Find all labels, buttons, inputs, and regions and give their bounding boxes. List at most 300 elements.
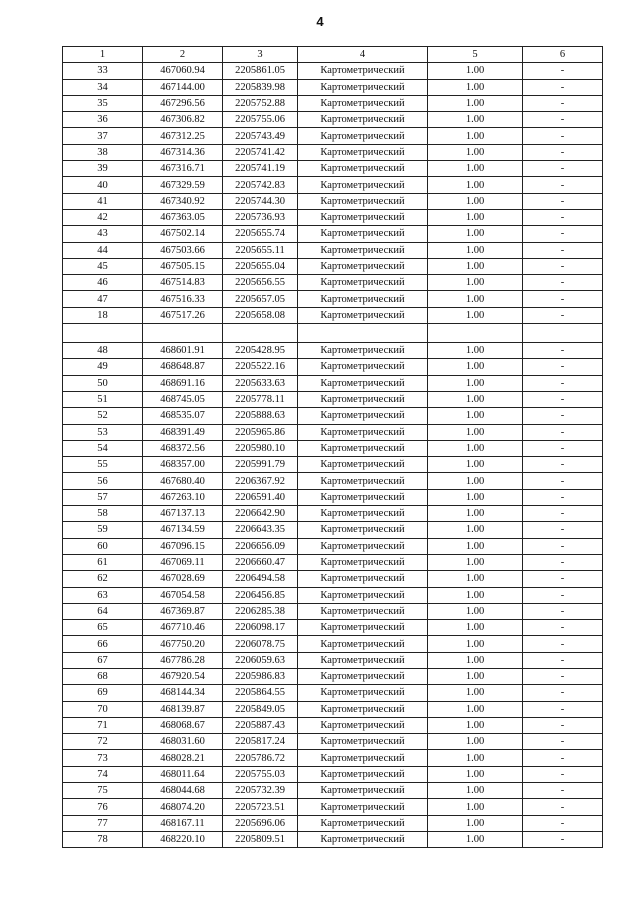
x-coordinate-cell: 467060.94 — [143, 63, 223, 79]
table-row — [63, 506, 603, 522]
method-cell: Картометрический — [298, 343, 428, 359]
method-cell: Картометрический — [298, 193, 428, 209]
table-header — [63, 47, 603, 63]
point-number-cell: 34 — [63, 79, 143, 95]
table-row — [63, 620, 603, 636]
accuracy-cell: 1.00 — [428, 63, 523, 79]
accuracy-cell: 1.00 — [428, 359, 523, 375]
point-number-cell: 45 — [63, 258, 143, 274]
empty-cell — [223, 324, 298, 343]
x-coordinate-cell: 468601.91 — [143, 343, 223, 359]
point-number-cell: 46 — [63, 275, 143, 291]
y-coordinate-cell: 2205743.49 — [223, 128, 298, 144]
y-coordinate-cell: 2205755.03 — [223, 766, 298, 782]
description-cell: - — [523, 307, 603, 323]
y-coordinate-cell: 2205744.30 — [223, 193, 298, 209]
y-coordinate-cell: 2205752.88 — [223, 95, 298, 111]
accuracy-cell: 1.00 — [428, 161, 523, 177]
table-row — [63, 226, 603, 242]
description-cell: - — [523, 161, 603, 177]
y-coordinate-cell: 2205839.98 — [223, 79, 298, 95]
y-coordinate-cell: 2205736.93 — [223, 209, 298, 225]
description-cell: - — [523, 275, 603, 291]
x-coordinate-cell: 468691.16 — [143, 375, 223, 391]
y-coordinate-cell: 2206456.85 — [223, 587, 298, 603]
accuracy-cell: 1.00 — [428, 668, 523, 684]
description-cell: - — [523, 538, 603, 554]
table-row — [63, 750, 603, 766]
x-coordinate-cell: 467786.28 — [143, 652, 223, 668]
method-cell: Картометрический — [298, 668, 428, 684]
method-cell: Картометрический — [298, 95, 428, 111]
y-coordinate-cell: 2206591.40 — [223, 489, 298, 505]
method-cell: Картометрический — [298, 79, 428, 95]
accuracy-cell: 1.00 — [428, 291, 523, 307]
point-number-cell: 40 — [63, 177, 143, 193]
y-coordinate-cell: 2206285.38 — [223, 603, 298, 619]
description-cell: - — [523, 652, 603, 668]
y-coordinate-cell: 2205887.43 — [223, 717, 298, 733]
point-number-cell: 37 — [63, 128, 143, 144]
y-coordinate-cell: 2205655.11 — [223, 242, 298, 258]
accuracy-cell: 1.00 — [428, 717, 523, 733]
y-coordinate-cell: 2205657.05 — [223, 291, 298, 307]
y-coordinate-cell: 2205741.19 — [223, 161, 298, 177]
x-coordinate-cell: 468139.87 — [143, 701, 223, 717]
method-cell: Картометрический — [298, 307, 428, 323]
x-coordinate-cell: 467750.20 — [143, 636, 223, 652]
description-cell: - — [523, 258, 603, 274]
x-coordinate-cell: 468068.67 — [143, 717, 223, 733]
method-cell: Картометрический — [298, 587, 428, 603]
accuracy-cell: 1.00 — [428, 343, 523, 359]
x-coordinate-cell: 468391.49 — [143, 424, 223, 440]
description-cell: - — [523, 79, 603, 95]
accuracy-cell: 1.00 — [428, 209, 523, 225]
x-coordinate-cell: 468144.34 — [143, 685, 223, 701]
table-row — [63, 79, 603, 95]
header-col-6: 6 — [523, 47, 603, 63]
accuracy-cell: 1.00 — [428, 144, 523, 160]
description-cell: - — [523, 571, 603, 587]
description-cell: - — [523, 750, 603, 766]
method-cell: Картометрический — [298, 554, 428, 570]
accuracy-cell: 1.00 — [428, 603, 523, 619]
description-cell: - — [523, 291, 603, 307]
x-coordinate-cell: 467096.15 — [143, 538, 223, 554]
point-number-cell: 44 — [63, 242, 143, 258]
accuracy-cell: 1.00 — [428, 831, 523, 847]
description-cell: - — [523, 717, 603, 733]
y-coordinate-cell: 2205655.74 — [223, 226, 298, 242]
header-col-5: 5 — [428, 47, 523, 63]
point-number-cell: 41 — [63, 193, 143, 209]
method-cell: Картометрический — [298, 506, 428, 522]
description-cell: - — [523, 587, 603, 603]
point-number-cell: 77 — [63, 815, 143, 831]
header-col-4: 4 — [298, 47, 428, 63]
x-coordinate-cell: 467137.13 — [143, 506, 223, 522]
description-cell: - — [523, 440, 603, 456]
empty-cell — [63, 324, 143, 343]
table-row — [63, 291, 603, 307]
y-coordinate-cell: 2205655.04 — [223, 258, 298, 274]
accuracy-cell: 1.00 — [428, 473, 523, 489]
x-coordinate-cell: 467134.59 — [143, 522, 223, 538]
method-cell: Картометрический — [298, 209, 428, 225]
table-row — [63, 275, 603, 291]
table-row — [63, 701, 603, 717]
point-number-cell: 49 — [63, 359, 143, 375]
table-row — [63, 783, 603, 799]
y-coordinate-cell: 2205991.79 — [223, 457, 298, 473]
description-cell: - — [523, 391, 603, 407]
y-coordinate-cell: 2205696.06 — [223, 815, 298, 831]
point-number-cell: 38 — [63, 144, 143, 160]
method-cell: Картометрический — [298, 128, 428, 144]
accuracy-cell: 1.00 — [428, 554, 523, 570]
description-cell: - — [523, 554, 603, 570]
accuracy-cell: 1.00 — [428, 522, 523, 538]
point-number-cell: 52 — [63, 408, 143, 424]
method-cell: Картометрический — [298, 815, 428, 831]
table-row — [63, 128, 603, 144]
point-number-cell: 68 — [63, 668, 143, 684]
point-number-cell: 42 — [63, 209, 143, 225]
x-coordinate-cell: 467296.56 — [143, 95, 223, 111]
method-cell: Картометрический — [298, 571, 428, 587]
description-cell: - — [523, 242, 603, 258]
table-row — [63, 636, 603, 652]
table-row — [63, 799, 603, 815]
method-cell: Картометрический — [298, 63, 428, 79]
y-coordinate-cell: 2206660.47 — [223, 554, 298, 570]
y-coordinate-cell: 2206059.63 — [223, 652, 298, 668]
x-coordinate-cell: 467263.10 — [143, 489, 223, 505]
table-body — [63, 63, 603, 848]
table-row — [63, 489, 603, 505]
table-row — [63, 815, 603, 831]
header-row — [63, 47, 603, 63]
accuracy-cell: 1.00 — [428, 193, 523, 209]
point-number-cell: 50 — [63, 375, 143, 391]
method-cell: Картометрический — [298, 522, 428, 538]
description-cell: - — [523, 734, 603, 750]
method-cell: Картометрический — [298, 831, 428, 847]
method-cell: Картометрический — [298, 766, 428, 782]
x-coordinate-cell: 467144.00 — [143, 79, 223, 95]
y-coordinate-cell: 2205656.55 — [223, 275, 298, 291]
accuracy-cell: 1.00 — [428, 177, 523, 193]
point-number-cell: 74 — [63, 766, 143, 782]
accuracy-cell: 1.00 — [428, 799, 523, 815]
point-number-cell: 56 — [63, 473, 143, 489]
page-number: 4 — [316, 14, 324, 29]
x-coordinate-cell: 467314.36 — [143, 144, 223, 160]
point-number-cell: 43 — [63, 226, 143, 242]
accuracy-cell: 1.00 — [428, 112, 523, 128]
table-row — [63, 603, 603, 619]
description-cell: - — [523, 128, 603, 144]
accuracy-cell: 1.00 — [428, 375, 523, 391]
description-cell: - — [523, 343, 603, 359]
method-cell: Картометрический — [298, 258, 428, 274]
point-number-cell: 65 — [63, 620, 143, 636]
y-coordinate-cell: 2205742.83 — [223, 177, 298, 193]
description-cell: - — [523, 112, 603, 128]
y-coordinate-cell: 2205817.24 — [223, 734, 298, 750]
accuracy-cell: 1.00 — [428, 538, 523, 554]
point-number-cell: 71 — [63, 717, 143, 733]
method-cell: Картометрический — [298, 457, 428, 473]
table-row — [63, 209, 603, 225]
table-row — [63, 63, 603, 79]
x-coordinate-cell: 467680.40 — [143, 473, 223, 489]
accuracy-cell: 1.00 — [428, 685, 523, 701]
table-row — [63, 391, 603, 407]
accuracy-cell: 1.00 — [428, 750, 523, 766]
x-coordinate-cell: 467514.83 — [143, 275, 223, 291]
x-coordinate-cell: 468372.56 — [143, 440, 223, 456]
accuracy-cell: 1.00 — [428, 79, 523, 95]
point-number-cell: 73 — [63, 750, 143, 766]
point-number-cell: 59 — [63, 522, 143, 538]
description-cell: - — [523, 63, 603, 79]
accuracy-cell: 1.00 — [428, 636, 523, 652]
point-number-cell: 72 — [63, 734, 143, 750]
accuracy-cell: 1.00 — [428, 457, 523, 473]
table-row — [63, 587, 603, 603]
x-coordinate-cell: 467369.87 — [143, 603, 223, 619]
accuracy-cell: 1.00 — [428, 652, 523, 668]
x-coordinate-cell: 467363.05 — [143, 209, 223, 225]
x-coordinate-cell: 468074.20 — [143, 799, 223, 815]
method-cell: Картометрический — [298, 685, 428, 701]
description-cell: - — [523, 685, 603, 701]
x-coordinate-cell: 467306.82 — [143, 112, 223, 128]
method-cell: Картометрический — [298, 144, 428, 160]
point-number-cell: 78 — [63, 831, 143, 847]
table-row — [63, 457, 603, 473]
y-coordinate-cell: 2205778.11 — [223, 391, 298, 407]
group-separator-row — [63, 324, 603, 343]
table-row — [63, 668, 603, 684]
description-cell: - — [523, 766, 603, 782]
x-coordinate-cell: 467316.71 — [143, 161, 223, 177]
point-number-cell: 75 — [63, 783, 143, 799]
x-coordinate-cell: 468220.10 — [143, 831, 223, 847]
point-number-cell: 36 — [63, 112, 143, 128]
empty-cell — [523, 324, 603, 343]
accuracy-cell: 1.00 — [428, 766, 523, 782]
point-number-cell: 61 — [63, 554, 143, 570]
description-cell: - — [523, 831, 603, 847]
y-coordinate-cell: 2205633.63 — [223, 375, 298, 391]
point-number-cell: 58 — [63, 506, 143, 522]
description-cell: - — [523, 603, 603, 619]
description-cell: - — [523, 408, 603, 424]
description-cell: - — [523, 209, 603, 225]
y-coordinate-cell: 2205741.42 — [223, 144, 298, 160]
table-row — [63, 554, 603, 570]
accuracy-cell: 1.00 — [428, 587, 523, 603]
accuracy-cell: 1.00 — [428, 128, 523, 144]
point-number-cell: 57 — [63, 489, 143, 505]
point-number-cell: 47 — [63, 291, 143, 307]
table-row — [63, 685, 603, 701]
point-number-cell: 63 — [63, 587, 143, 603]
point-number-cell: 39 — [63, 161, 143, 177]
y-coordinate-cell: 2205965.86 — [223, 424, 298, 440]
table-row — [63, 473, 603, 489]
point-number-cell: 55 — [63, 457, 143, 473]
method-cell: Картометрический — [298, 359, 428, 375]
x-coordinate-cell: 467505.15 — [143, 258, 223, 274]
table-row — [63, 359, 603, 375]
description-cell: - — [523, 489, 603, 505]
point-number-cell: 54 — [63, 440, 143, 456]
point-number-cell: 48 — [63, 343, 143, 359]
accuracy-cell: 1.00 — [428, 391, 523, 407]
table-row — [63, 717, 603, 733]
x-coordinate-cell: 467329.59 — [143, 177, 223, 193]
method-cell: Картометрический — [298, 489, 428, 505]
description-cell: - — [523, 457, 603, 473]
table-row — [63, 440, 603, 456]
empty-cell — [428, 324, 523, 343]
point-number-cell: 18 — [63, 307, 143, 323]
method-cell: Картометрический — [298, 375, 428, 391]
table-row — [63, 193, 603, 209]
x-coordinate-cell: 468044.68 — [143, 783, 223, 799]
y-coordinate-cell: 2206656.09 — [223, 538, 298, 554]
accuracy-cell: 1.00 — [428, 258, 523, 274]
table-row — [63, 375, 603, 391]
accuracy-cell: 1.00 — [428, 242, 523, 258]
description-cell: - — [523, 177, 603, 193]
x-coordinate-cell: 468028.21 — [143, 750, 223, 766]
method-cell: Картометрический — [298, 226, 428, 242]
description-cell: - — [523, 783, 603, 799]
x-coordinate-cell: 467028.69 — [143, 571, 223, 587]
y-coordinate-cell: 2205849.05 — [223, 701, 298, 717]
y-coordinate-cell: 2206494.58 — [223, 571, 298, 587]
description-cell: - — [523, 636, 603, 652]
accuracy-cell: 1.00 — [428, 489, 523, 505]
x-coordinate-cell: 468357.00 — [143, 457, 223, 473]
method-cell: Картометрический — [298, 391, 428, 407]
accuracy-cell: 1.00 — [428, 95, 523, 111]
accuracy-cell: 1.00 — [428, 815, 523, 831]
table-row — [63, 831, 603, 847]
y-coordinate-cell: 2206078.75 — [223, 636, 298, 652]
description-cell: - — [523, 226, 603, 242]
table-row — [63, 538, 603, 554]
description-cell: - — [523, 359, 603, 375]
method-cell: Картометрический — [298, 652, 428, 668]
description-cell: - — [523, 506, 603, 522]
method-cell: Картометрический — [298, 799, 428, 815]
table-row — [63, 424, 603, 440]
x-coordinate-cell: 468745.05 — [143, 391, 223, 407]
point-number-cell: 67 — [63, 652, 143, 668]
table-row — [63, 734, 603, 750]
table-row — [63, 652, 603, 668]
point-number-cell: 53 — [63, 424, 143, 440]
method-cell: Картометрический — [298, 408, 428, 424]
accuracy-cell: 1.00 — [428, 783, 523, 799]
accuracy-cell: 1.00 — [428, 275, 523, 291]
x-coordinate-cell: 467069.11 — [143, 554, 223, 570]
description-cell: - — [523, 668, 603, 684]
y-coordinate-cell: 2205864.55 — [223, 685, 298, 701]
method-cell: Картометрический — [298, 424, 428, 440]
y-coordinate-cell: 2205809.51 — [223, 831, 298, 847]
x-coordinate-cell: 467312.25 — [143, 128, 223, 144]
y-coordinate-cell: 2205732.39 — [223, 783, 298, 799]
table-row — [63, 177, 603, 193]
method-cell: Картометрический — [298, 112, 428, 128]
description-cell: - — [523, 522, 603, 538]
y-coordinate-cell: 2205888.63 — [223, 408, 298, 424]
table-row — [63, 161, 603, 177]
table-row — [63, 95, 603, 111]
accuracy-cell: 1.00 — [428, 506, 523, 522]
y-coordinate-cell: 2205786.72 — [223, 750, 298, 766]
x-coordinate-cell: 467503.66 — [143, 242, 223, 258]
method-cell: Картометрический — [298, 750, 428, 766]
x-coordinate-cell: 467517.26 — [143, 307, 223, 323]
description-cell: - — [523, 701, 603, 717]
table-row — [63, 571, 603, 587]
y-coordinate-cell: 2205986.83 — [223, 668, 298, 684]
x-coordinate-cell: 467920.54 — [143, 668, 223, 684]
description-cell: - — [523, 424, 603, 440]
coordinates-table — [62, 46, 603, 848]
header-col-3: 3 — [223, 47, 298, 63]
table-row — [63, 242, 603, 258]
point-number-cell: 70 — [63, 701, 143, 717]
point-number-cell: 66 — [63, 636, 143, 652]
table-row — [63, 343, 603, 359]
accuracy-cell: 1.00 — [428, 408, 523, 424]
method-cell: Картометрический — [298, 177, 428, 193]
y-coordinate-cell: 2206098.17 — [223, 620, 298, 636]
accuracy-cell: 1.00 — [428, 734, 523, 750]
x-coordinate-cell: 468167.11 — [143, 815, 223, 831]
table-row — [63, 522, 603, 538]
table-row — [63, 307, 603, 323]
method-cell: Картометрический — [298, 242, 428, 258]
method-cell: Картометрический — [298, 783, 428, 799]
method-cell: Картометрический — [298, 734, 428, 750]
method-cell: Картометрический — [298, 275, 428, 291]
method-cell: Картометрический — [298, 291, 428, 307]
point-number-cell: 33 — [63, 63, 143, 79]
accuracy-cell: 1.00 — [428, 307, 523, 323]
x-coordinate-cell: 468648.87 — [143, 359, 223, 375]
empty-cell — [143, 324, 223, 343]
x-coordinate-cell: 467502.14 — [143, 226, 223, 242]
x-coordinate-cell: 468535.07 — [143, 408, 223, 424]
y-coordinate-cell: 2205522.16 — [223, 359, 298, 375]
y-coordinate-cell: 2205755.06 — [223, 112, 298, 128]
point-number-cell: 51 — [63, 391, 143, 407]
point-number-cell: 62 — [63, 571, 143, 587]
description-cell: - — [523, 193, 603, 209]
point-number-cell: 60 — [63, 538, 143, 554]
method-cell: Картометрический — [298, 538, 428, 554]
